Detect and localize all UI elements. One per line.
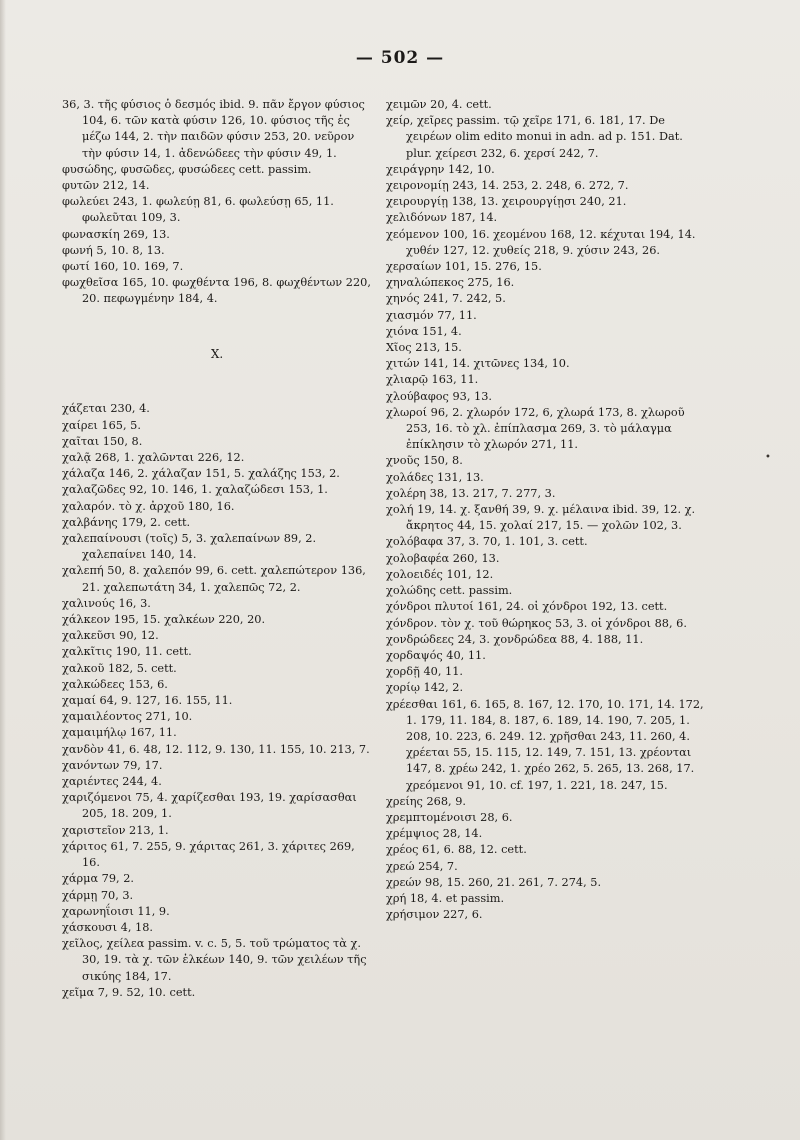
index-entry: χόνδροι πλυτοί 161, 24. οἱ χόνδροι 192, 13. cett. <box>386 600 668 614</box>
index-entry: χορδαψός 40, 11. <box>386 648 486 662</box>
index-entry: χρή 18, 4. et passim. <box>386 891 505 905</box>
index-entry: χαλᾷ 268, 1. χαλῶνται 226, 12. <box>62 451 245 465</box>
index-entry: χαριέντες 244, 4. <box>62 775 162 789</box>
index-entry: χανόντων 79, 17. <box>62 758 163 772</box>
right-index-column <box>386 97 704 923</box>
index-entry: χάσκουσι 4, 18. <box>62 920 153 934</box>
index-entry: χαλεπή 50, 8. χαλεπόν 99, 6. cett. χαλεπώτερον 136, 21. χαλεπωτάτη 34, 1. χαλεπῶς 72, 2. <box>62 564 366 594</box>
index-entry: φωνασκίη 269, 13. <box>62 227 170 241</box>
index-entry: χεόμενον 100, 16. χεομένου 168, 12. κέχυται 194, 14. χυθέν 127, 12. χυθείς 218, 9. χύσιν 243, 26. <box>386 227 696 257</box>
index-entry: χαμαί 64, 9. 127, 16. 155, 11. <box>62 694 233 708</box>
index-entry: χορδῇ 40, 11. <box>386 665 463 679</box>
index-entry: χρεώ 254, 7. <box>386 859 458 873</box>
index-entry: φωχθεῖσα 165, 10. φωχθέντα 196, 8. φωχθέντων 220, 20. πεφωγμένην 184, 4. <box>62 276 371 306</box>
index-entry: χαρωνηΐοισι 11, 9. <box>62 904 170 918</box>
index-entry: χεῖμα 7, 9. 52, 10. cett. <box>62 985 196 999</box>
section-heading: X. <box>210 347 224 362</box>
index-entry: χαμαιλέοντος 271, 10. <box>62 710 193 724</box>
index-entry: χεῖλος, χείλεα passim. v. c. 5, 5. τοῦ τρώματος τὰ χ. 30, 19. τὰ χ. τῶν ἑλκέων 140, 9. τῶν χειλέων τῆς σικύης 184, 17. <box>62 937 367 983</box>
index-entry: χλιαρῷ 163, 11. <box>386 373 479 387</box>
index-entry: χαλκῖτις 190, 11. cett. <box>62 645 192 659</box>
index-entry: φωνή 5, 10. 8, 13. <box>62 243 165 257</box>
index-entry: χάλαζα 146, 2. χάλαζαν 151, 5. χαλάζης 153, 2. <box>62 467 340 481</box>
index-entry: χολή 19, 14. χ. ξανθή 39, 9. χ. μέλαινα ibid. 39, 12. χ. ἄκρητος 44, 15. χολαί 217, 15. — χολῶν 102, 3. <box>386 503 696 533</box>
index-entry: φωτί 160, 10. 169, 7. <box>62 260 184 274</box>
index-entry: χείρ, χεῖρες passim. τῷ χεῖρε 171, 6. 181, 17. De χειρέων olim edito monui in adn. ad p. 151. Dat. plur. χείρεσι 232, 6. χερσί 242, 7. <box>386 114 683 160</box>
blank-line <box>62 374 372 390</box>
index-entry: χαλαρόν. τὸ χ. ἀρχοῦ 180, 16. <box>62 499 235 513</box>
left-index-column <box>62 97 372 1001</box>
index-entry: χρήσιμον 227, 6. <box>386 908 483 922</box>
index-entry: χαίρει 165, 5. <box>62 418 141 432</box>
index-entry: χάλκεον 195, 15. χαλκέων 220, 20. <box>62 613 266 627</box>
index-entry: χαλινούς 16, 3. <box>62 596 151 610</box>
index-entry: φωλεύει 243, 1. φωλεύῃ 81, 6. φωλεύσῃ 65, 11. φωλεῦται 109, 3. <box>62 195 334 225</box>
index-entry: χολώδης cett. passim. <box>386 584 513 598</box>
index-entry: 36, 3. τῆς φύσιος ὁ δεσμός ibid. 9. πᾶν ἔργον φύσιος 104, 6. τῶν κατὰ φύσιν 126, 10. φύσιος τῆς ἐς μέζω 144, 2. τὴν παιδῶν φύσιν 253, 20. νεῦρον τὴν φύσιν 14, 1. ἀδενώδεες τὴν φύσιν 49, 1. <box>62 98 365 160</box>
index-entry: χιτών 141, 14. χιτῶνες 134, 10. <box>386 357 570 371</box>
index-entry: χορίῳ 142, 2. <box>386 681 464 695</box>
index-entry: χρείης 268, 9. <box>386 794 466 808</box>
page-edge-shadow <box>0 0 6 1140</box>
index-entry: χάρμῃ 70, 3. <box>62 888 134 902</box>
index-entry: χρέος 61, 6. 88, 12. cett. <box>386 843 527 857</box>
index-entry: χρέμψιος 28, 14. <box>386 827 483 841</box>
index-entry: χαλαζῶδες 92, 10. 146, 1. χαλαζώδεσι 153, 1. <box>62 483 328 497</box>
index-entry: χονδρώδεες 24, 3. χονδρώδεα 88, 4. 188, 11. <box>386 632 644 646</box>
index-entry: χολάδες 131, 13. <box>386 470 484 484</box>
index-entry: χρεμπτομένοισι 28, 6. <box>386 810 513 824</box>
index-entry: χειρουργίῃ 138, 13. χειρουργίῃσι 240, 21. <box>386 195 627 209</box>
index-entry: χαλκοῦ 182, 5. cett. <box>62 661 177 675</box>
index-entry: χαριζόμενοι 75, 4. χαρίζεσθαι 193, 19. χαρίσασθαι 205, 18. 209, 1. <box>62 791 357 821</box>
index-entry: χάριτος 61, 7. 255, 9. χάριτας 261, 3. χάριτες 269, 16. <box>62 839 355 870</box>
index-entry: χειράγρην 142, 10. <box>386 162 495 176</box>
index-entry: χαλκώδεες 153, 6. <box>62 677 168 691</box>
margin-mark: • <box>765 452 771 463</box>
index-entry: χηνός 241, 7. 242, 5. <box>386 292 506 306</box>
index-entry: χαμαιμήλῳ 167, 11. <box>62 726 177 740</box>
index-entry: χιασμόν 77, 11. <box>386 308 477 322</box>
index-entry: χολοβαφέα 260, 13. <box>386 551 500 565</box>
index-entry: χελιδόνων 187, 14. <box>386 211 498 225</box>
page-number: — 502 — <box>355 48 445 68</box>
index-entry: χνοῦς 150, 8. <box>386 454 463 468</box>
index-entry: χερσαίων 101, 15. 276, 15. <box>386 260 542 274</box>
index-entry: χανδὸν 41, 6. 48, 12. 112, 9. 130, 11. 155, 10. 213, 7. <box>62 742 370 756</box>
index-entry: χολέρη 38, 13. 217, 7. 277, 3. <box>386 486 556 500</box>
index-entry: χάρμα 79, 2. <box>62 872 135 886</box>
index-entry: χειρονομίῃ 243, 14. 253, 2. 248, 6. 272, 7. <box>386 179 629 193</box>
index-entry: χαῖται 150, 8. <box>62 434 143 448</box>
index-entry: χλωροί 96, 2. χλωρόν 172, 6, χλωρά 173, 8. χλωροῦ 253, 16. τὸ χλ. ἐπίπλασμα 269, 3. τὸ μάλαγμα ἐπίκλησιν τὸ χλωρόν 271, 11. <box>386 405 685 452</box>
blank-line <box>62 319 372 335</box>
index-entry: χαριστεῖον 213, 1. <box>62 823 169 837</box>
index-entry: χειμῶν 20, 4. cett. <box>386 98 492 111</box>
index-entry: χόνδρον. τὸν χ. τοῦ θώρηκος 53, 3. οἱ χόνδροι 88, 6. <box>386 616 687 630</box>
index-entry: χρεών 98, 15. 260, 21. 261, 7. 274, 5. <box>386 875 602 889</box>
index-entry: χιόνα 151, 4. <box>386 324 462 338</box>
index-entry: φυσώδης, φυσῶδες, φυσώδεες cett. passim. <box>62 162 312 176</box>
index-entry: χαλκεῦσι 90, 12. <box>62 629 159 643</box>
index-entry: χηναλώπεκος 275, 16. <box>386 276 515 290</box>
index-entry: Χῖος 213, 15. <box>386 341 462 355</box>
index-entry: χλούβαφος 93, 13. <box>386 389 492 403</box>
index-entry: χρέεσθαι 161, 6. 165, 8. 167, 12. 170, 10. 171, 14. 172, 1. 179, 11. 184, 8. 187, 6. 189, 14. 190, 7. 205, 1. 208, 10. 223, 6. 249. 12. χρῆσθαι 243, 11. 260, 4. χρέεται 55, 15. 115, 12. 149, 7. 151, 13. χρέονται 147, 8. χρέω 242, 1. χρέο 262, 5. 265, 13. 268, 17. χρεόμενοι 91, 10. cf. 197, 1. 221, 18. 247, 15. <box>386 697 704 792</box>
index-entry: χάζεται 230, 4. <box>62 402 150 416</box>
index-entry: φυτῶν 212, 14. <box>62 179 150 193</box>
index-entry: χαλεπαίνουσι (τοῖς) 5, 3. χαλεπαίνων 89, 2. χαλεπαίνει 140, 14. <box>62 532 317 562</box>
index-entry: χαλβάνης 179, 2. cett. <box>62 515 191 529</box>
index-entry: χολοειδές 101, 12. <box>386 567 494 581</box>
index-entry: χολόβαφα 37, 3. 70, 1. 101, 3. cett. <box>386 535 588 549</box>
